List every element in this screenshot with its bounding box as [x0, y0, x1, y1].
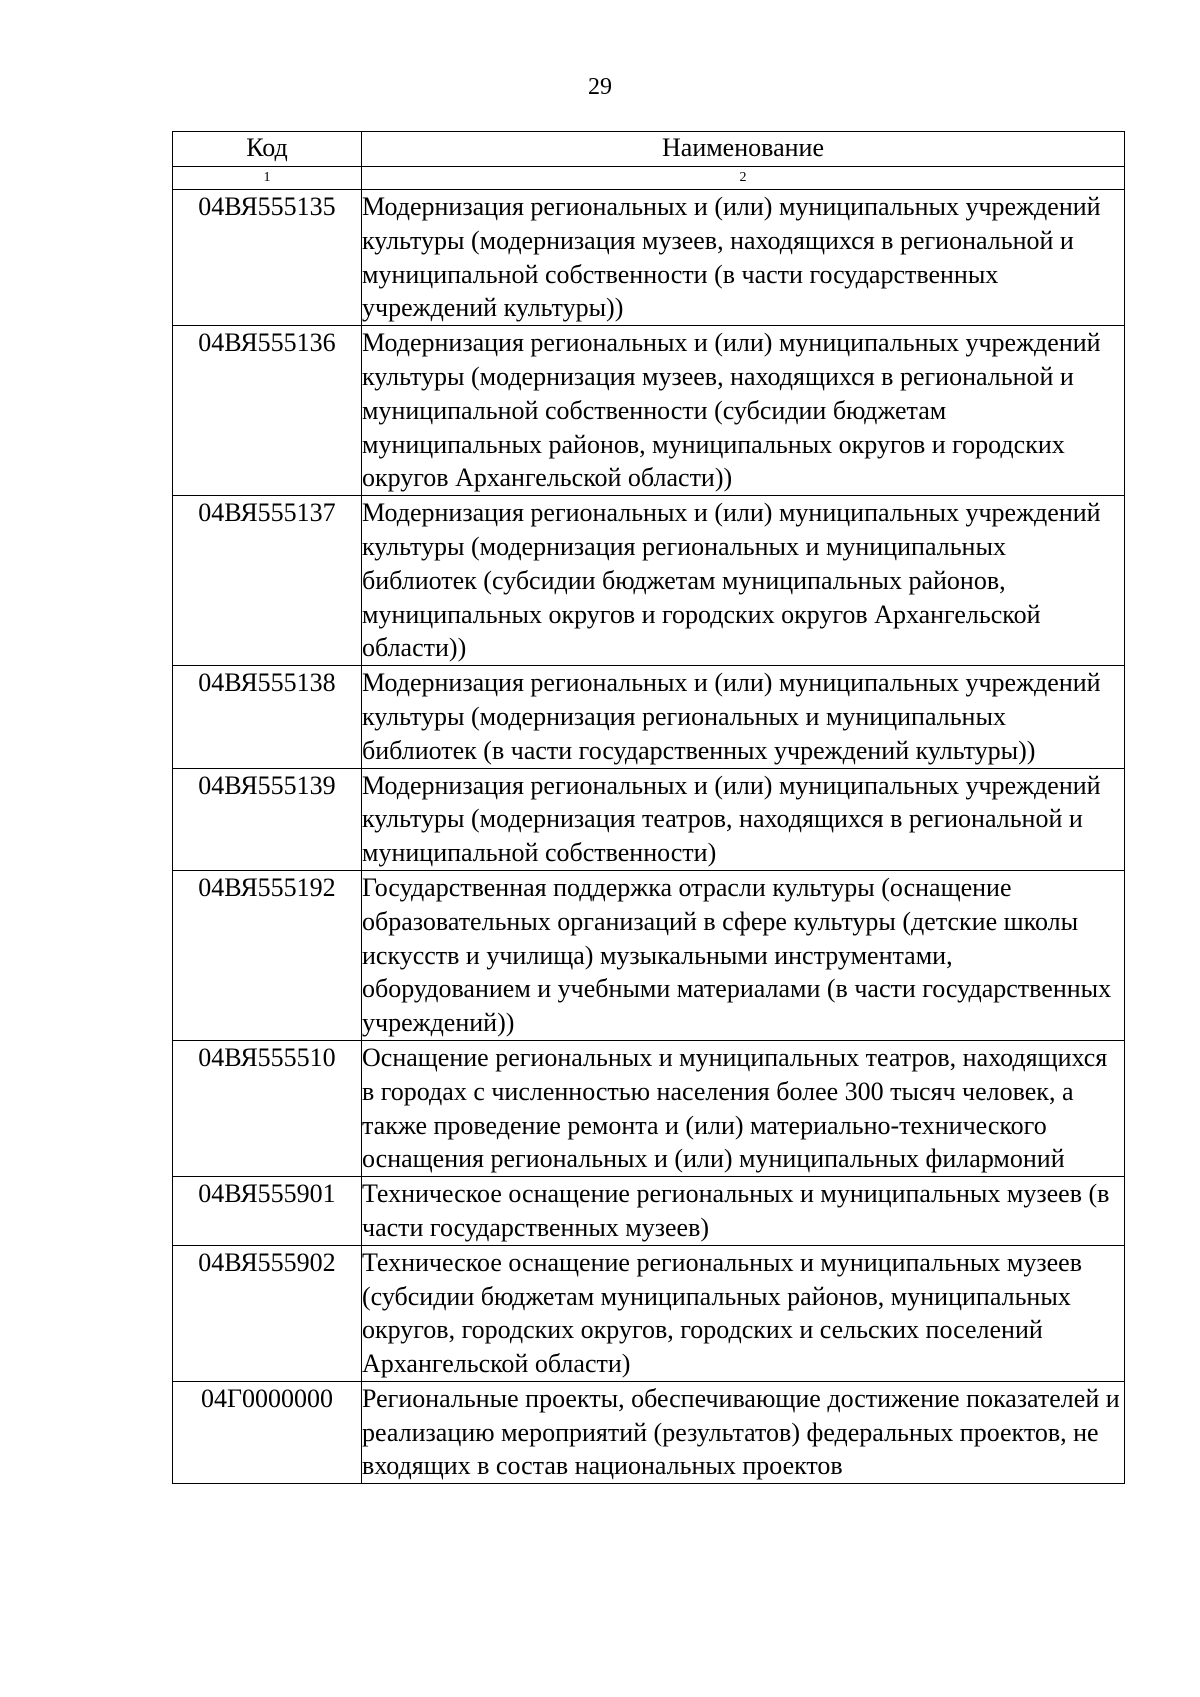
row-code: 04ВЯ555135	[173, 190, 362, 326]
table-row	[173, 1040, 1125, 1176]
row-name: Модернизация региональных и (или) муниципальных учреждений культуры (модернизация театров, находящихся в региональной и муниципальной собственности)	[362, 768, 1125, 870]
column-number-name: 2	[362, 167, 1125, 190]
table-row	[173, 666, 1125, 768]
table-row	[173, 768, 1125, 870]
row-name: Региональные проекты, обеспечивающие достижение показателей и реализацию мероприятий (результатов) федеральных проектов, не входящих в состав национальных проектов	[362, 1381, 1125, 1483]
row-code: 04ВЯ555192	[173, 870, 362, 1040]
header-name: Наименование	[362, 132, 1125, 167]
table-row	[173, 496, 1125, 666]
row-name: Модернизация региональных и (или) муниципальных учреждений культуры (модернизация музеев, находящихся в региональной и муниципальной собственности (в части государственных учреждений культуры))	[362, 190, 1125, 326]
row-code: 04ВЯ555137	[173, 496, 362, 666]
table-row	[173, 1177, 1125, 1246]
row-code: 04ВЯ555902	[173, 1245, 362, 1381]
table-row	[173, 190, 1125, 326]
budget-code-table	[172, 131, 1125, 1484]
row-name: Модернизация региональных и (или) муниципальных учреждений культуры (модернизация региональных и муниципальных библиотек (в части государственных учреждений культуры))	[362, 666, 1125, 768]
table-header	[173, 132, 1125, 190]
row-code: 04ВЯ555510	[173, 1040, 362, 1176]
row-name: Модернизация региональных и (или) муниципальных учреждений культуры (модернизация региональных и муниципальных библиотек (субсидии бюджетам муниципальных районов, муниципальных округов и городских округов Архангельской области))	[362, 496, 1125, 666]
row-code: 04ВЯ555138	[173, 666, 362, 768]
page-number: 29	[588, 74, 612, 100]
header-row	[173, 132, 1125, 167]
row-name: Техническое оснащение региональных и муниципальных музеев (субсидии бюджетам муниципальных районов, муниципальных округов, городских округов, городских и сельских поселений Архангельской области)	[362, 1245, 1125, 1381]
row-code: 04ВЯ555901	[173, 1177, 362, 1246]
row-code: 04ВЯ555139	[173, 768, 362, 870]
table-row	[173, 1381, 1125, 1483]
table-row	[173, 870, 1125, 1040]
row-code: 04Г0000000	[173, 1381, 362, 1483]
header-code: Код	[173, 132, 362, 167]
table-row	[173, 1245, 1125, 1381]
row-name: Государственная поддержка отрасли культуры (оснащение образовательных организаций в сфере культуры (детские школы искусств и училища) музыкальными инструментами, оборудованием и учебными материалами (в части государственных учреждений))	[362, 870, 1125, 1040]
column-number-row	[173, 167, 1125, 190]
table-row	[173, 326, 1125, 496]
row-name: Модернизация региональных и (или) муниципальных учреждений культуры (модернизация музеев, находящихся в региональной и муниципальной собственности (субсидии бюджетам муниципальных районов, муниципальных округов и городских округов Архангельской области))	[362, 326, 1125, 496]
row-name: Техническое оснащение региональных и муниципальных музеев (в части государственных музеев)	[362, 1177, 1125, 1246]
row-code: 04ВЯ555136	[173, 326, 362, 496]
table-body	[173, 190, 1125, 1484]
column-number-code: 1	[173, 167, 362, 190]
row-name: Оснащение региональных и муниципальных театров, находящихся в городах с численностью населения более 300 тысяч человек, а также проведение ремонта и (или) материально-технического оснащения региональных и (или) муниципальных филармоний	[362, 1040, 1125, 1176]
